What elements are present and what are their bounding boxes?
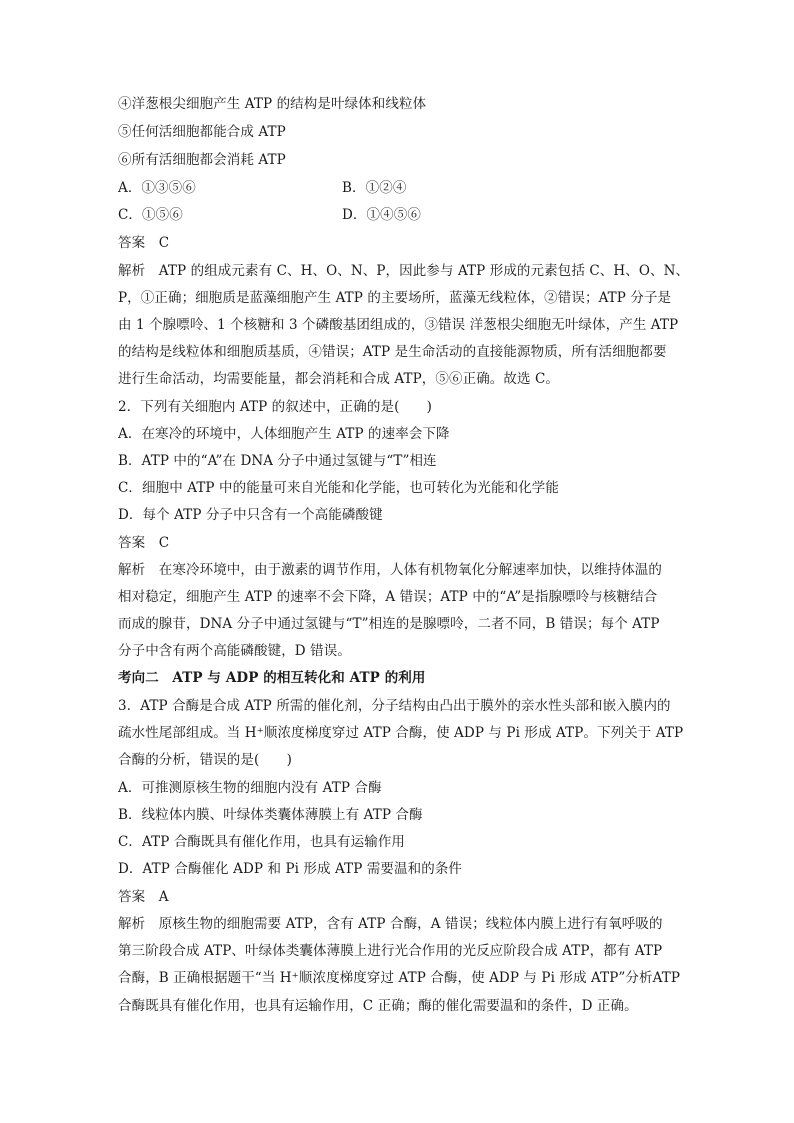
q1-analysis-line: P，①正确；细胞质是蓝藻细胞产生 ATP 的主要场所，蓝藻无线粒体，②错误；ATP 分子是 [118, 290, 672, 306]
q2-analysis-line: 相对稳定，细胞产生 ATP 的速率不会下降，A 错误；ATP 中的“A”是指腺嘌呤与核糖结合 [118, 589, 658, 605]
q1-option-a: A．①③⑤⑥ [118, 180, 196, 196]
q3-analysis-line: 第三阶段合成 ATP、叶绿体类囊体薄膜上进行光合作用的光反应阶段合成 ATP，都有 ATP [118, 943, 663, 959]
q2-option-b: B．ATP 中的“A”在 DNA 分子中通过氢键与“T”相连 [118, 453, 437, 469]
q1-answer: 答案 C [118, 235, 170, 251]
q3-option-d: D．ATP 合酶催化 ADP 和 Pi 形成 ATP 需要温和的条件 [118, 861, 463, 877]
q3-option-a: A．可推测原核生物的细胞内没有 ATP 合酶 [118, 780, 382, 796]
q1-option-c: C．①⑤⑥ [118, 207, 183, 223]
q1-item-4: ④洋葱根尖细胞产生 ATP 的结构是叶绿体和线粒体 [118, 96, 427, 112]
q2-option-d: D．每个 ATP 分子中只含有一个高能磷酸键 [118, 507, 383, 523]
q3-analysis-line: 合酶，B 正确根据题干“当 H⁺顺浓度梯度穿过 ATP 合酶，使 ADP 与 Pi 形成 ATP”分析ATP [118, 970, 680, 986]
q2-analysis-line: 分子中含有两个高能磷酸键，D 错误。 [118, 643, 351, 659]
q1-option-row-1 [118, 179, 196, 197]
q2-analysis-line: 而成的腺苷，DNA 分子中通过氢键与“T”相连的是腺嘌呤，二者不同，B 错误；每个 ATP [118, 616, 660, 632]
q3-stem-line: 3．ATP 合酶是合成 ATP 所需的催化剂，分子结构由凸出于膜外的亲水性头部和嵌入膜内的 [118, 698, 671, 714]
q1-item-6: ⑥所有活细胞都会消耗 ATP [118, 152, 286, 168]
q1-analysis-line: 进行生命活动，均需要能量，都会消耗和合成 ATP，⑤⑥正确。故选 C。 [118, 371, 560, 387]
q1-analysis-line: 的结构是线粒体和细胞质基质，④错误；ATP 是生命活动的直接能源物质，所有活细胞都要 [118, 344, 667, 360]
q2-answer: 答案 C [118, 535, 170, 551]
q2-option-c: C．细胞中 ATP 中的能量可来自光能和化学能，也可转化为光能和化学能 [118, 480, 560, 496]
q3-stem-line: 合酶的分析，错误的是( ) [118, 752, 292, 768]
q2-stem: 2．下列有关细胞内 ATP 的叙述中，正确的是( ) [118, 399, 433, 415]
q2-analysis-line: 解析 在寒冷环境中，由于激素的调节作用，人体有机物氧化分解速率加快，以维持体温的 [118, 562, 662, 578]
q3-analysis-line: 合酶既具有催化作用，也具有运输作用，C 正确；酶的催化需要温和的条件，D 正确。 [118, 998, 638, 1014]
q1-analysis-line: 由 1 个腺嘌呤、1 个核糖和 3 个磷酸基团组成的，③错误 洋葱根尖细胞无叶绿体，产生 ATP [118, 317, 679, 333]
q1-analysis-line: 解析 ATP 的组成元素有 C、H、O、N、P，因此参与 ATP 形成的元素包括 C、H、O、N、 [118, 263, 690, 279]
q3-option-c: C．ATP 合酶既具有催化作用，也具有运输作用 [118, 834, 406, 850]
q3-stem-line: 疏水性尾部组成。当 H⁺顺浓度梯度穿过 ATP 合酶，使 ADP 与 Pi 形成 ATP。下列关于 ATP [118, 725, 684, 741]
q1-item-5: ⑤任何活细胞都能合成 ATP [118, 124, 286, 140]
q1-option-b: B．①②④ [342, 180, 407, 196]
q3-analysis-line: 解析 原核生物的细胞需要 ATP，含有 ATP 合酶，A 错误；线粒体内膜上进行有氧呼吸的 [118, 916, 663, 932]
q2-option-a: A．在寒冷的环境中，人体细胞产生 ATP 的速率会下降 [118, 426, 450, 442]
q1-option-d: D．①④⑤⑥ [342, 207, 421, 223]
section-heading: 考向二 ATP 与 ADP 的相互转化和 ATP 的利用 [118, 670, 426, 686]
q3-option-b: B．线粒体内膜、叶绿体类囊体薄膜上有 ATP 合酶 [118, 807, 423, 823]
q3-answer: 答案 A [118, 889, 169, 905]
